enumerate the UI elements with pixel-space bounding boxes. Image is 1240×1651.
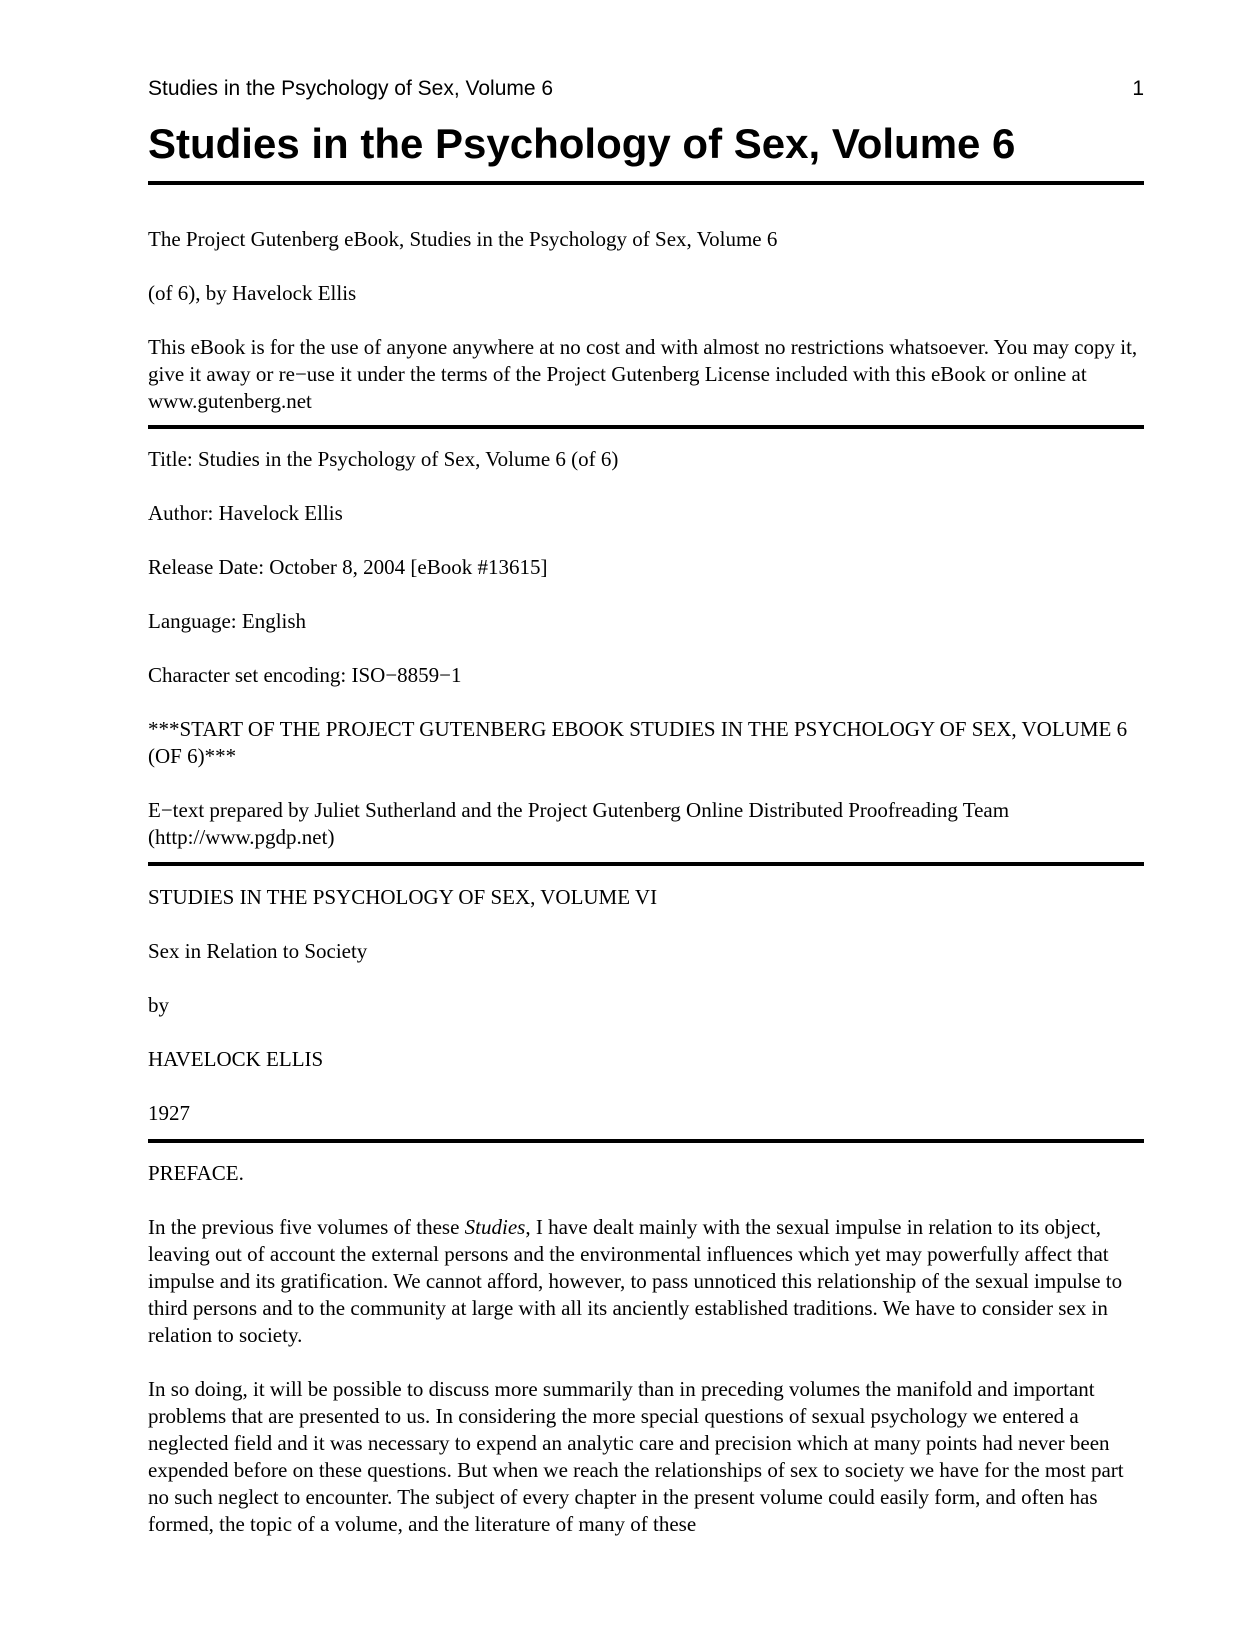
meta-title: Title: Studies in the Psychology of Sex, Volume 6 (of 6)	[148, 447, 619, 471]
meta-language: Language: English	[148, 609, 307, 633]
meta-author: Author: Havelock Ellis	[148, 501, 343, 525]
start-marker: ***START OF THE PROJECT GUTENBERG EBOOK STUDIES IN THE PSYCHOLOGY OF SEX, VOLUME 6 (OF 6)***	[148, 717, 1128, 768]
intro-line-2: (of 6), by Havelock Ellis	[148, 281, 357, 305]
title-page-year: 1927	[148, 1101, 190, 1125]
preface-p1-rest: , I have dealt mainly with the sexual impulse in relation to its object, leaving out of account the external persons and the environmental influences which yet may powerfully affect that impulse and its gratification. We cannot afford, however, to pass unnoticed this relationship of the sexual impulse to third persons and to the community at large with all its anciently established traditions. We have to consider sex in relation to society.	[148, 1215, 1123, 1347]
page-title: Studies in the Psychology of Sex, Volume 6	[148, 120, 1016, 167]
title-page-subtitle: Sex in Relation to Society	[148, 939, 368, 963]
page-number: 1	[1132, 77, 1144, 100]
running-header	[148, 74, 1144, 104]
title-page-by: by	[148, 993, 169, 1017]
title-page-author: HAVELOCK ELLIS	[148, 1047, 324, 1071]
preface-paragraph-1	[148, 1214, 1144, 1349]
section-divider-1	[148, 425, 1144, 429]
preface-p1-start: In the previous five volumes of these	[148, 1215, 465, 1239]
license-paragraph: This eBook is for the use of anyone anywhere at no cost and with almost no restrictions whatsoever. You may copy it, give it away or re−use it under the terms of the Project Gutenberg License included with this eBook or online at www.gutenberg.net	[148, 335, 1138, 413]
meta-encoding: Character set encoding: ISO−8859−1	[148, 663, 462, 687]
section-divider-3	[148, 1139, 1144, 1143]
section-divider-2	[148, 862, 1144, 866]
prepared-by: E−text prepared by Juliet Sutherland and the Project Gutenberg Online Distributed Proofreading Team (http://www.pgdp.net)	[148, 798, 1010, 849]
intro-line-1: The Project Gutenberg eBook, Studies in the Psychology of Sex, Volume 6	[148, 227, 778, 251]
studies-italic: Studies	[464, 1215, 526, 1239]
title-divider	[148, 181, 1144, 185]
preface-paragraph-2: In so doing, it will be possible to discuss more summarily than in preceding volumes the manifold and important problems that are presented to us. In considering the more special questions of sexual psychology we entered a neglected field and it was necessary to expend an analytic care and precision which at many points had never been expended before on these questions. But when we reach the relationships of sex to society we have for the most part no such neglect to encounter. The subject of every chapter in the present volume could easily form, and often has formed, the topic of a volume, and the literature of many of these	[148, 1377, 1124, 1536]
preface-heading: PREFACE.	[148, 1161, 244, 1185]
meta-release-date: Release Date: October 8, 2004 [eBook #13615]	[148, 555, 548, 579]
title-page-heading: STUDIES IN THE PSYCHOLOGY OF SEX, VOLUME VI	[148, 885, 658, 909]
running-title: Studies in the Psychology of Sex, Volume 6	[148, 77, 554, 100]
